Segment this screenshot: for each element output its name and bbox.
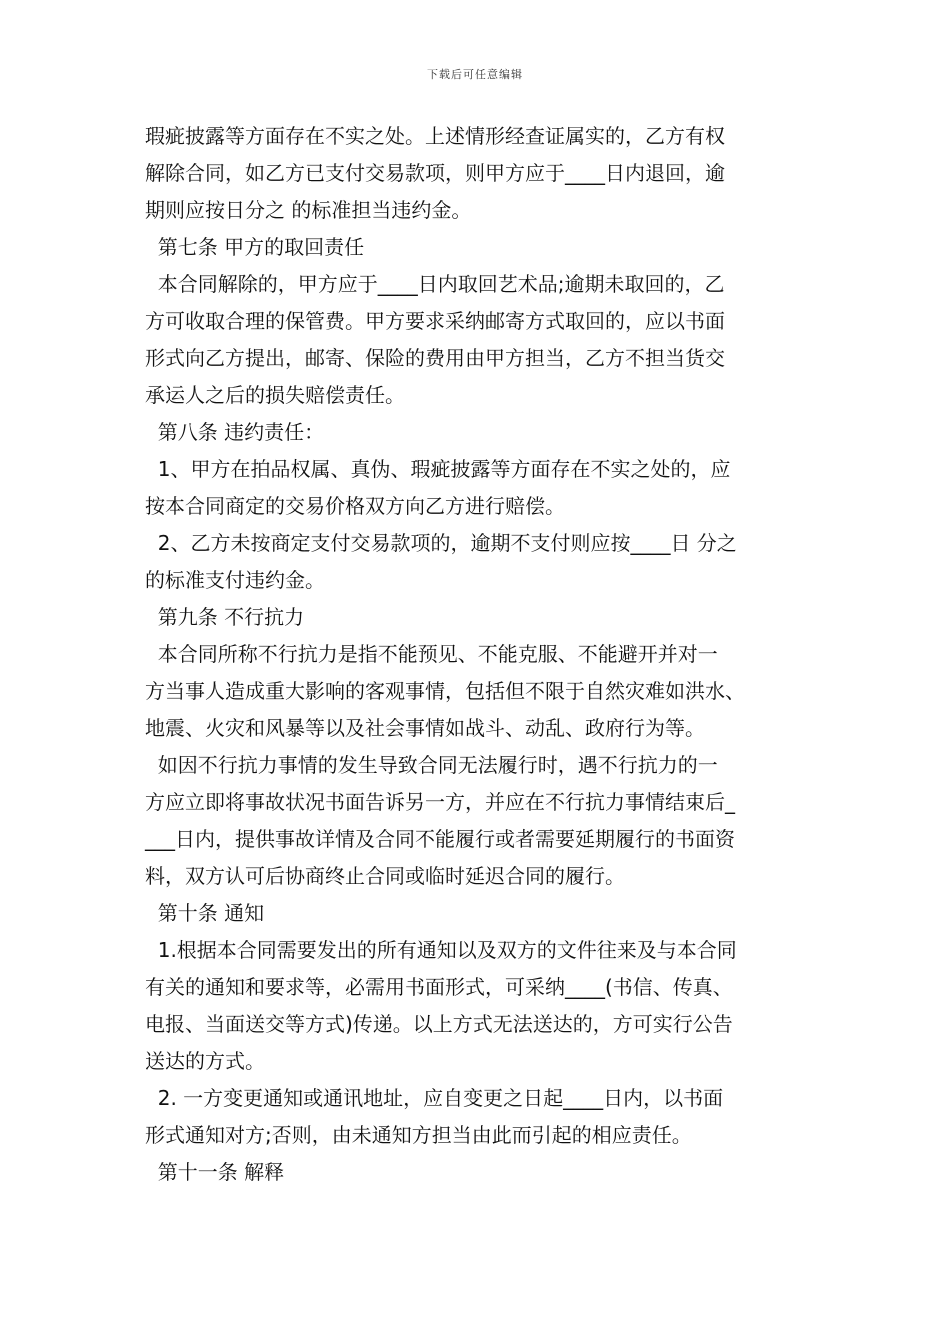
text-line: 承运人之后的损失赔偿责任。 bbox=[145, 383, 405, 407]
section-heading: 第十一条 解释 bbox=[145, 1160, 285, 1184]
text-line: 按本合同商定的交易价格双方向乙方进行赔偿。 bbox=[145, 494, 565, 518]
text-line: 1.根据本合同需要发出的所有通知以及双方的文件往来及与本合同 bbox=[145, 938, 737, 962]
text-line: 方应立即将事故状况书面告诉另一方，并应在不行抗力事情结束后_ bbox=[145, 790, 735, 814]
text-line: 送达的方式。 bbox=[145, 1049, 265, 1073]
section-heading: 第八条 违约责任： bbox=[145, 420, 325, 444]
text-line: 地震、火灾和风暴等以及社会事情如战斗、动乱、政府行为等。 bbox=[145, 716, 705, 740]
text-line: 2、乙方未按商定支付交易款项的，逾期不支付则应按____日 分之 bbox=[145, 531, 737, 555]
text-line: 的标准支付违约金。 bbox=[145, 568, 325, 592]
document-body bbox=[145, 118, 810, 1191]
text-line: 形式通知对方;否则，由未通知方担当由此而引起的相应责任。 bbox=[145, 1123, 692, 1147]
text-line: 解除合同，如乙方已支付交易款项，则甲方应于____日内退回，逾 bbox=[145, 161, 725, 185]
section-heading: 第七条 甲方的取回责任 bbox=[145, 235, 365, 259]
text-line: 有关的通知和要求等，必需用书面形式，可采纳____(书信、传真、 bbox=[145, 975, 733, 999]
text-line: ___日内，提供事故详情及合同不能履行或者需要延期履行的书面资 bbox=[145, 827, 735, 851]
section-heading: 第九条 不行抗力 bbox=[145, 605, 305, 629]
text-line: 料，双方认可后协商终止合同或临时延迟合同的履行。 bbox=[145, 864, 625, 888]
text-line: 方当事人造成重大影响的客观事情，包括但不限于自然灾难如洪水、 bbox=[145, 679, 745, 703]
text-line: 本合同解除的，甲方应于____日内取回艺术品;逾期未取回的，乙 bbox=[145, 272, 725, 296]
text-line: 瑕疵披露等方面存在不实之处。上述情形经查证属实的，乙方有权 bbox=[145, 124, 725, 148]
text-line: 形式向乙方提出，邮寄、保险的费用由甲方担当，乙方不担当货交 bbox=[145, 346, 725, 370]
text-line: 期则应按日分之 的标准担当违约金。 bbox=[145, 198, 472, 222]
section-heading: 第十条 通知 bbox=[145, 901, 265, 925]
text-line: 2. 一方变更通知或通讯地址，应自变更之日起____日内，以书面 bbox=[145, 1086, 724, 1110]
text-line: 方可收取合理的保管费。甲方要求采纳邮寄方式取回的，应以书面 bbox=[145, 309, 725, 333]
page-header: 下载后可任意编辑 bbox=[427, 68, 523, 81]
text-line: 本合同所称不行抗力是指不能预见、不能克服、不能避开并对一 bbox=[145, 642, 718, 666]
text-line: 1、甲方在拍品权属、真伪、瑕疵披露等方面存在不实之处的，应 bbox=[145, 457, 731, 481]
text-line: 如因不行抗力事情的发生导致合同无法履行时，遇不行抗力的一 bbox=[145, 753, 718, 777]
text-line: 电报、当面送交等方式)传递。以上方式无法送达的，方可实行公告 bbox=[145, 1012, 733, 1036]
